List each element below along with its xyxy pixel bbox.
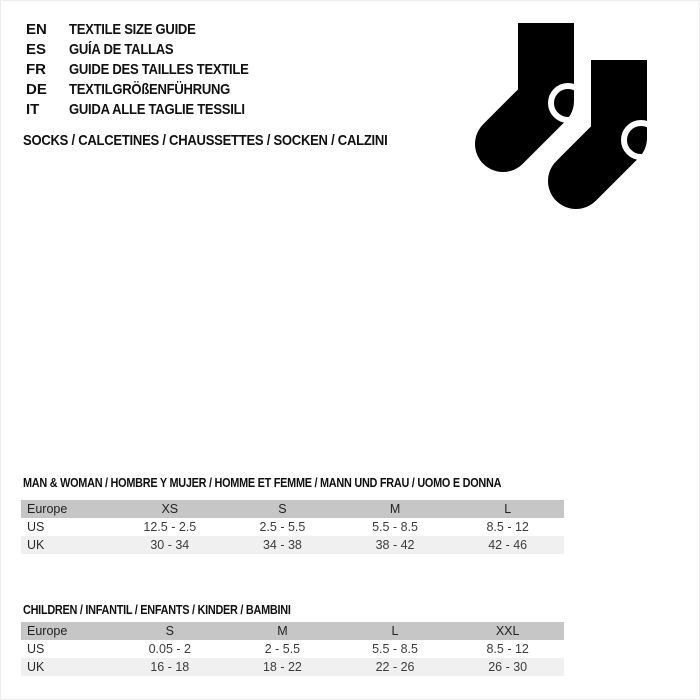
row-label-uk: UK <box>27 660 45 674</box>
category-line-text: SOCKS / CALCETINES / CHAUSSETTES / SOCKEN / CALZINI <box>23 132 388 149</box>
row-label-uk: UK <box>27 538 45 552</box>
row-label-us: US <box>27 642 45 656</box>
size-value: 5.5 - 8.5 <box>372 642 418 656</box>
language-code: DE <box>26 81 47 98</box>
guide-title-fr: GUIDE DES TAILLES TEXTILE <box>69 61 249 78</box>
size-value: 8.5 - 12 <box>486 642 529 656</box>
size-value: 2.5 - 5.5 <box>259 520 306 534</box>
column-header-size-s: S <box>165 624 174 638</box>
column-header-size-xs: XS <box>161 502 179 516</box>
children-us-row <box>21 640 564 658</box>
language-row-en <box>26 20 275 40</box>
row-label-us: US <box>27 520 45 534</box>
children-size-table <box>21 622 564 676</box>
size-value: 42 - 46 <box>488 538 528 552</box>
adults-size-table <box>21 500 564 554</box>
size-value: 5.5 - 8.5 <box>372 520 418 534</box>
language-row-de <box>26 80 275 100</box>
column-header-size-s: S <box>278 502 287 516</box>
language-code: EN <box>26 21 47 38</box>
size-value: 0.05 - 2 <box>148 642 191 656</box>
column-header-region: Europe <box>27 502 68 516</box>
column-header-size-xxl: XXL <box>495 624 520 638</box>
guide-title-it: GUIDA ALLE TAGLIE TESSILI <box>69 101 245 118</box>
size-value: 22 - 26 <box>375 660 415 674</box>
size-value: 2 - 5.5 <box>264 642 301 656</box>
size-value: 12.5 - 2.5 <box>143 520 197 534</box>
socks-icon <box>461 1 681 231</box>
guide-title-en: TEXTILE SIZE GUIDE <box>69 21 196 38</box>
language-code: FR <box>26 61 46 78</box>
guide-title-de: TEXTILGRÖßENFÜHRUNG <box>69 81 231 98</box>
adults-header-row <box>21 500 564 518</box>
adults-uk-row <box>21 536 564 554</box>
size-value: 34 - 38 <box>262 538 302 552</box>
column-header-size-m: M <box>389 502 401 516</box>
size-value: 8.5 - 12 <box>486 520 529 534</box>
column-header-size-l: L <box>504 502 512 516</box>
size-value: 26 - 30 <box>488 660 528 674</box>
adults-us-row <box>21 518 564 536</box>
adults-table-title <box>23 475 573 491</box>
children-table-title <box>23 602 331 618</box>
children-uk-row <box>21 658 564 676</box>
language-code: ES <box>26 41 47 58</box>
column-header-size-l: L <box>391 624 399 638</box>
language-row-it <box>26 100 275 120</box>
category-line <box>23 131 442 151</box>
column-header-region: Europe <box>27 624 68 638</box>
size-value: 18 - 22 <box>262 660 302 674</box>
language-code: IT <box>26 101 40 118</box>
size-value: 16 - 18 <box>150 660 190 674</box>
guide-title-es: GUÍA DE TALLAS <box>69 41 174 58</box>
size-value: 38 - 42 <box>375 538 415 552</box>
language-row-fr <box>26 60 275 80</box>
children-table-title-text: CHILDREN / INFANTIL / ENFANTS / KINDER / BAMBINI <box>23 603 291 617</box>
sock-left-shape <box>503 23 585 144</box>
adults-table-title-text: MAN & WOMAN / HOMBRE Y MUJER / HOMME ET FEMME / MANN UND FRAU / UOMO E DONNA <box>23 476 502 490</box>
size-value: 30 - 34 <box>150 538 190 552</box>
language-row-es <box>26 40 275 60</box>
sock-right-shape <box>576 60 658 181</box>
column-header-size-m: M <box>277 624 288 638</box>
language-list <box>26 20 275 120</box>
children-header-row <box>21 622 564 640</box>
